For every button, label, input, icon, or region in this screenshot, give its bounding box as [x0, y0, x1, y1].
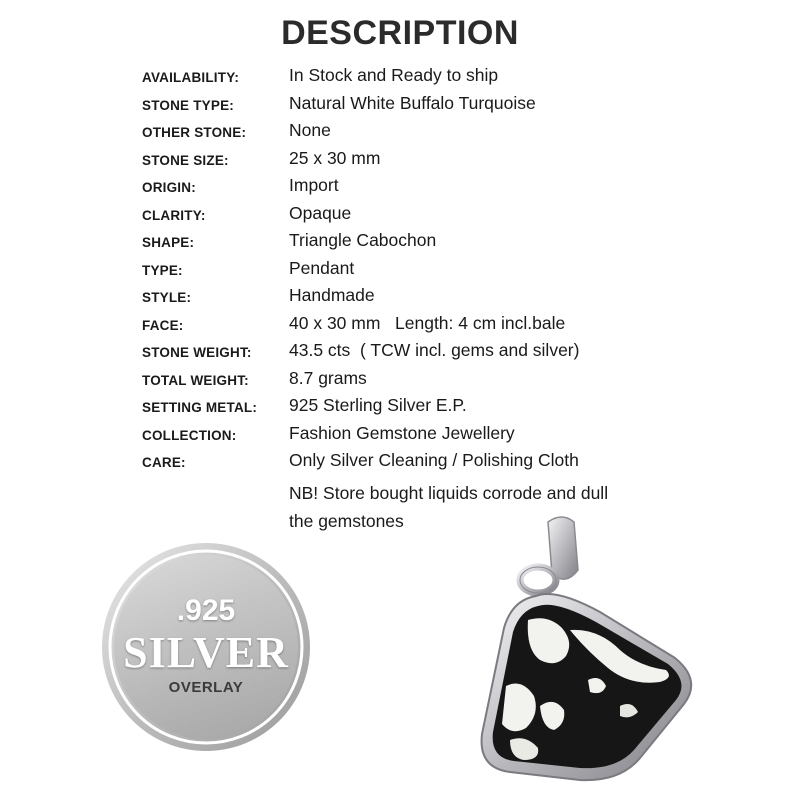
spec-label: SHAPE:	[142, 235, 195, 250]
spec-row-total-weight	[142, 367, 762, 395]
spec-row-face	[142, 312, 762, 340]
spec-row-stone-weight	[142, 339, 762, 367]
pendant-image	[470, 510, 710, 800]
spec-row-care	[142, 449, 762, 477]
spec-value: Import	[289, 175, 339, 195]
spec-value: Handmade	[289, 285, 375, 305]
spec-label: AVAILABILITY:	[142, 70, 240, 85]
spec-value: 40 x 30 mm Length: 4 cm incl.bale	[289, 312, 566, 333]
spec-label: COLLECTION:	[142, 427, 237, 443]
badge-metal: SILVER	[123, 628, 289, 677]
spec-row-style	[142, 284, 762, 312]
spec-value: Fashion Gemstone Jewellery	[289, 422, 515, 443]
spec-table	[142, 64, 762, 477]
spec-value: Pendant	[289, 257, 355, 278]
spec-label: STONE TYPE:	[142, 97, 234, 113]
spec-value: Triangle Cabochon	[289, 230, 437, 250]
silver-overlay-badge	[100, 541, 312, 753]
spec-value: 925 Sterling Silver E.P.	[289, 395, 467, 415]
spec-label: STYLE:	[142, 290, 192, 305]
spec-row-collection	[142, 422, 762, 450]
page-title: DESCRIPTION	[281, 14, 519, 52]
care-note-line-1: NB! Store bought liquids corrode and dull	[289, 483, 609, 503]
spec-label: OTHER STONE:	[142, 125, 247, 140]
spec-value: 43.5 cts ( TCW incl. gems and silver)	[289, 340, 580, 360]
spec-value: Only Silver Cleaning / Polishing Cloth	[289, 450, 579, 470]
spec-label: CARE:	[142, 455, 186, 470]
spec-value: Natural White Buffalo Turquoise	[289, 92, 536, 113]
badge-finish: OVERLAY	[168, 679, 244, 696]
spec-row-type	[142, 257, 762, 285]
spec-value: None	[289, 120, 331, 140]
spec-label: CLARITY:	[142, 207, 206, 223]
spec-value: Opaque	[289, 202, 352, 223]
badge-purity: .925	[176, 594, 236, 627]
spec-row-stone-size	[142, 147, 762, 175]
spec-label: FACE:	[142, 317, 184, 333]
spec-row-availability	[142, 64, 762, 92]
spec-value: 25 x 30 mm	[289, 147, 381, 168]
care-note-line-2: the gemstones	[289, 511, 404, 531]
spec-label: TOTAL WEIGHT:	[142, 372, 249, 388]
pendant-icon	[470, 510, 710, 800]
spec-label: ORIGIN:	[142, 180, 196, 195]
spec-row-origin	[142, 174, 762, 202]
spec-row-setting-metal	[142, 394, 762, 422]
spec-row-other-stone	[142, 119, 762, 147]
spec-label: SETTING METAL:	[142, 400, 258, 415]
spec-label: STONE SIZE:	[142, 152, 229, 168]
spec-value: In Stock and Ready to ship	[289, 65, 499, 85]
spec-row-stone-type	[142, 92, 762, 120]
spec-row-clarity	[142, 202, 762, 230]
spec-label: TYPE:	[142, 262, 183, 278]
spec-label: STONE WEIGHT:	[142, 345, 252, 360]
spec-value: 8.7 grams	[289, 367, 367, 388]
spec-row-shape	[142, 229, 762, 257]
